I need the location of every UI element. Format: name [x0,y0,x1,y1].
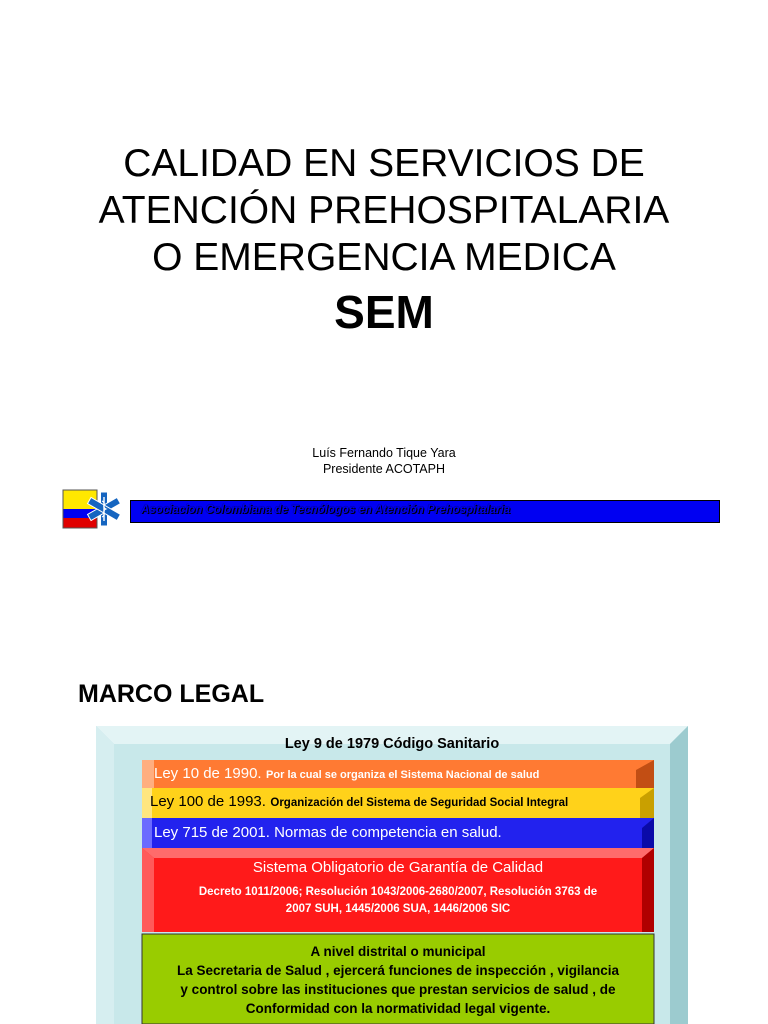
section-heading: MARCO LEGAL [78,680,265,708]
sogc-decree-line-2: 2007 SUH, 1445/2006 SUA, 1446/2006 SIC [285,903,511,915]
ley-100-title: Ley 100 de 1993. [150,793,266,810]
distrital-line-2: La Secretaria de Salud , ejercerá funciones de inspección , vigilancia [177,963,619,978]
sogc-decree-line-1: Decreto 1011/2006; Resolución 1043/2006-2680/2007, Resolución 3763 de [198,886,598,898]
title-line-1: CALIDAD EN SERVICIOS DE [123,142,645,185]
author-role: Presidente ACOTAPH [322,462,446,476]
ley-10-title: Ley 10 de 1990. [154,765,262,782]
slide-title [0,140,768,281]
colombia-star-of-life-logo [62,489,128,529]
ley-10-description: Por la cual se organiza el Sistema Nacional de salud [266,769,540,781]
sogc-title: Sistema Obligatorio de Garantía de Calidad [252,859,544,876]
acronym-heading: SEM [334,286,434,338]
distrital-line-3: y control sobre las instituciones que prestan servicios de salud , de [180,982,616,997]
title-line-2: ATENCIÓN PREHOSPITALARIA [98,189,670,232]
distrital-line-4: Conformidad con la normatividad legal vigente. [245,1001,551,1016]
author-name: Luís Fernando Tique Yara [312,446,456,460]
ley-10-row [154,765,539,783]
association-name: Asociacion Colombiana de Tecnólogos en Atención Prehospitalaria [141,504,511,516]
title-line-3: O EMERGENCIA MEDICA [152,236,616,279]
author-block [0,445,768,477]
ley-715-row: Ley 715 de 2001. Normas de competencia en salud. [154,824,502,841]
ley-100-row [150,793,568,811]
distrital-text [142,942,654,1018]
ley-9-line: Ley 9 de 1979 Código Sanitario [284,736,500,752]
legal-framework-diagram [96,726,688,1024]
association-banner [130,500,720,523]
ley-100-description: Organización del Sistema de Seguridad Social Integral [270,797,569,809]
distrital-line-1: A nivel distrital o municipal [310,944,486,959]
